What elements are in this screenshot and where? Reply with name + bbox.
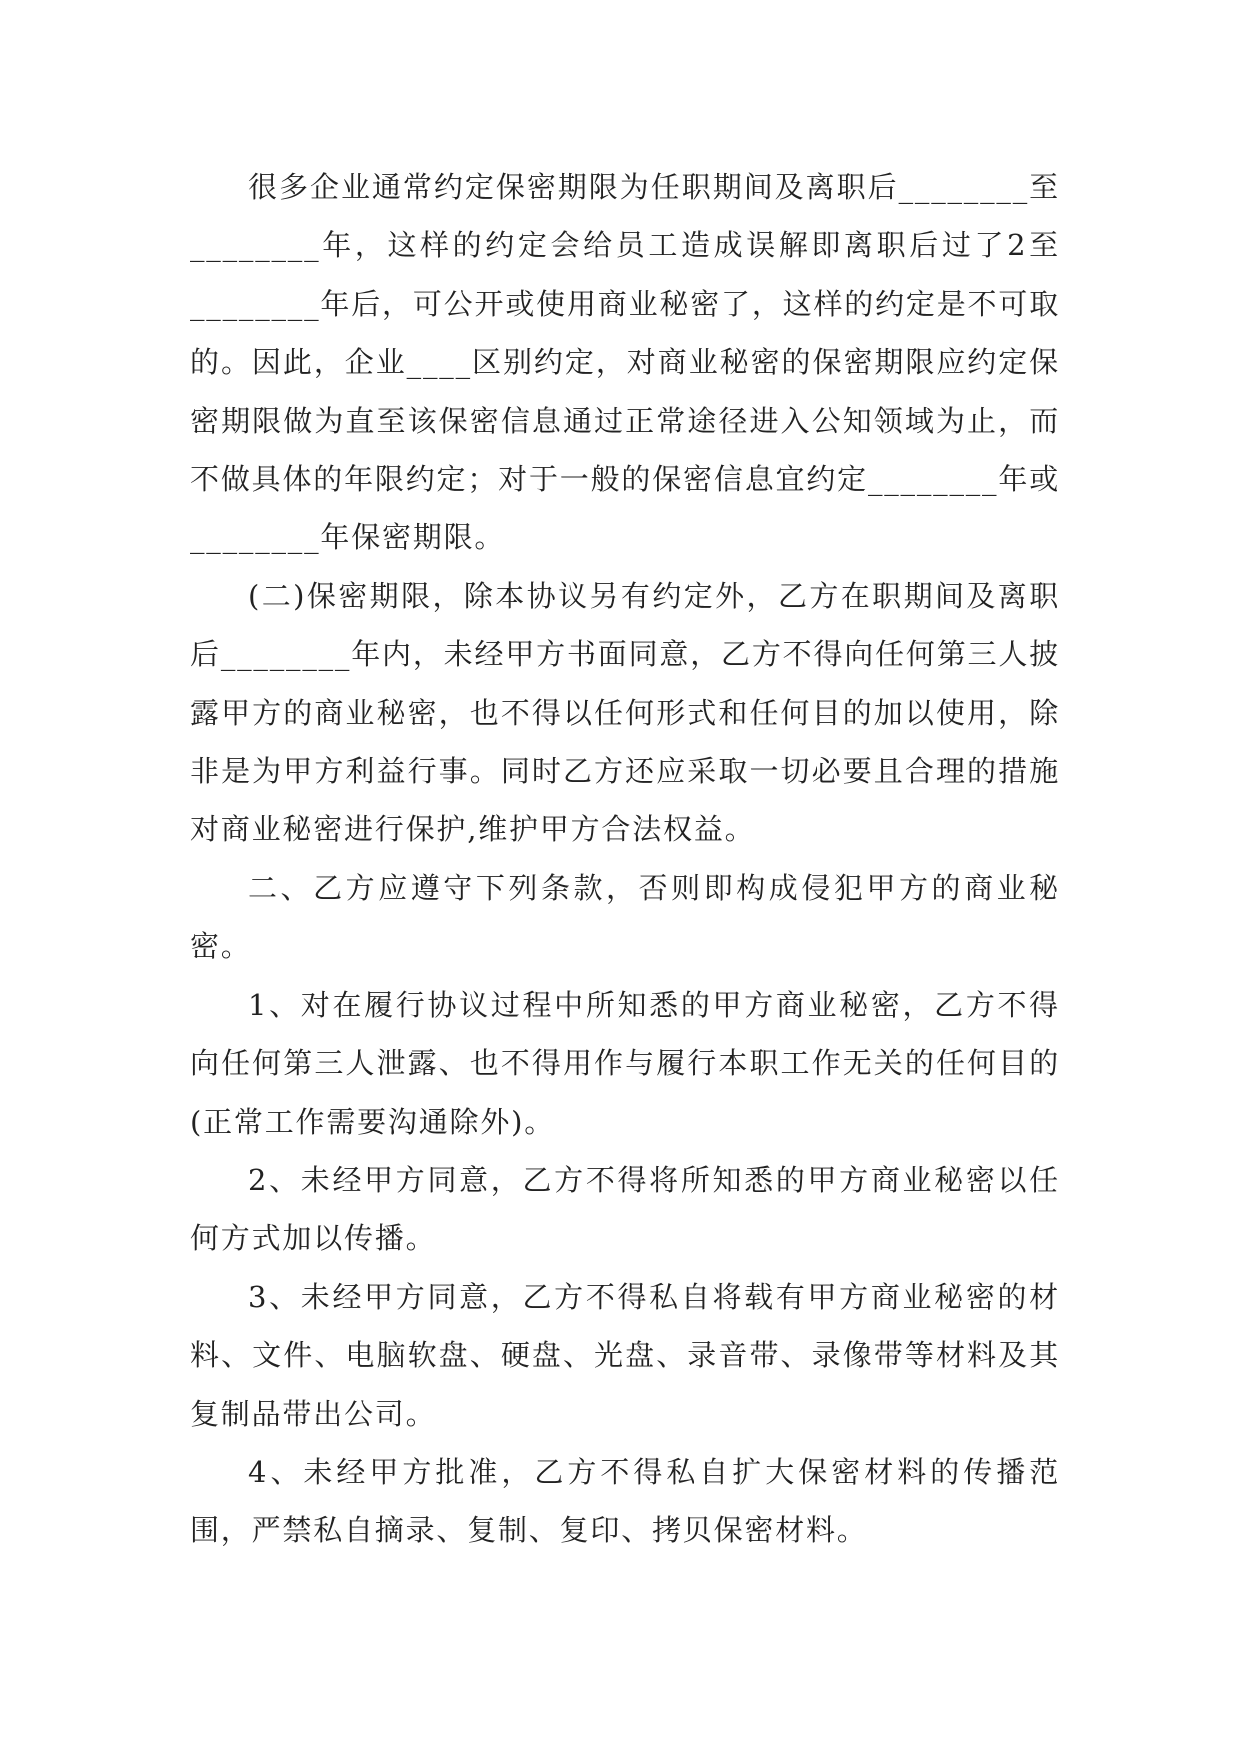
paragraph-section-2-heading: 二、乙方应遵守下列条款，否则即构成侵犯甲方的商业秘密。 bbox=[190, 870, 1060, 964]
paragraph-clause-2-term: (二)保密期限，除本协议另有约定外，乙方在职期间及离职后________年内，未经甲方书面同意，乙方不得向任何第三人披露甲方的商业秘密，也不得以任何形式和任何目的加以使用，除非是为甲方利益行事。同时乙方还应采取一切必要且合理的措施对商业秘密进行保护,维护甲方合法权益。 bbox=[190, 578, 1060, 847]
paragraph-item-4: 4、未经甲方批准，乙方不得私自扩大保密材料的传播范围，严禁私自摘录、复制、复印、拷贝保密材料。 bbox=[190, 1454, 1060, 1548]
paragraph-item-1: 1、对在履行协议过程中所知悉的甲方商业秘密，乙方不得向任何第三人泄露、也不得用作与履行本职工作无关的任何目的(正常工作需要沟通除外)。 bbox=[190, 987, 1060, 1139]
paragraph-confidentiality-term-advice: 很多企业通常约定保密期限为任职期间及离职后________至________年，这样的约定会给员工造成误解即离职后过了2至________年后，可公开或使用商业秘密了，这样的约定是不可取的。因此，企业____区别约定，对商业秘密的保密期限应约定保密期限做为直至该保密信息通过正常途径进入公知领域为止，而不做具体的年限约定；对于一般的保密信息宜约定________年或________年保密期限。 bbox=[190, 170, 1060, 555]
paragraph-item-2: 2、未经甲方同意，乙方不得将所知悉的甲方商业秘密以任何方式加以传播。 bbox=[190, 1162, 1060, 1256]
document-body bbox=[190, 158, 1060, 1560]
paragraph-item-3: 3、未经甲方同意，乙方不得私自将载有甲方商业秘密的材料、文件、电脑软盘、硬盘、光盘、录音带、录像带等材料及其复制品带出公司。 bbox=[190, 1279, 1060, 1431]
